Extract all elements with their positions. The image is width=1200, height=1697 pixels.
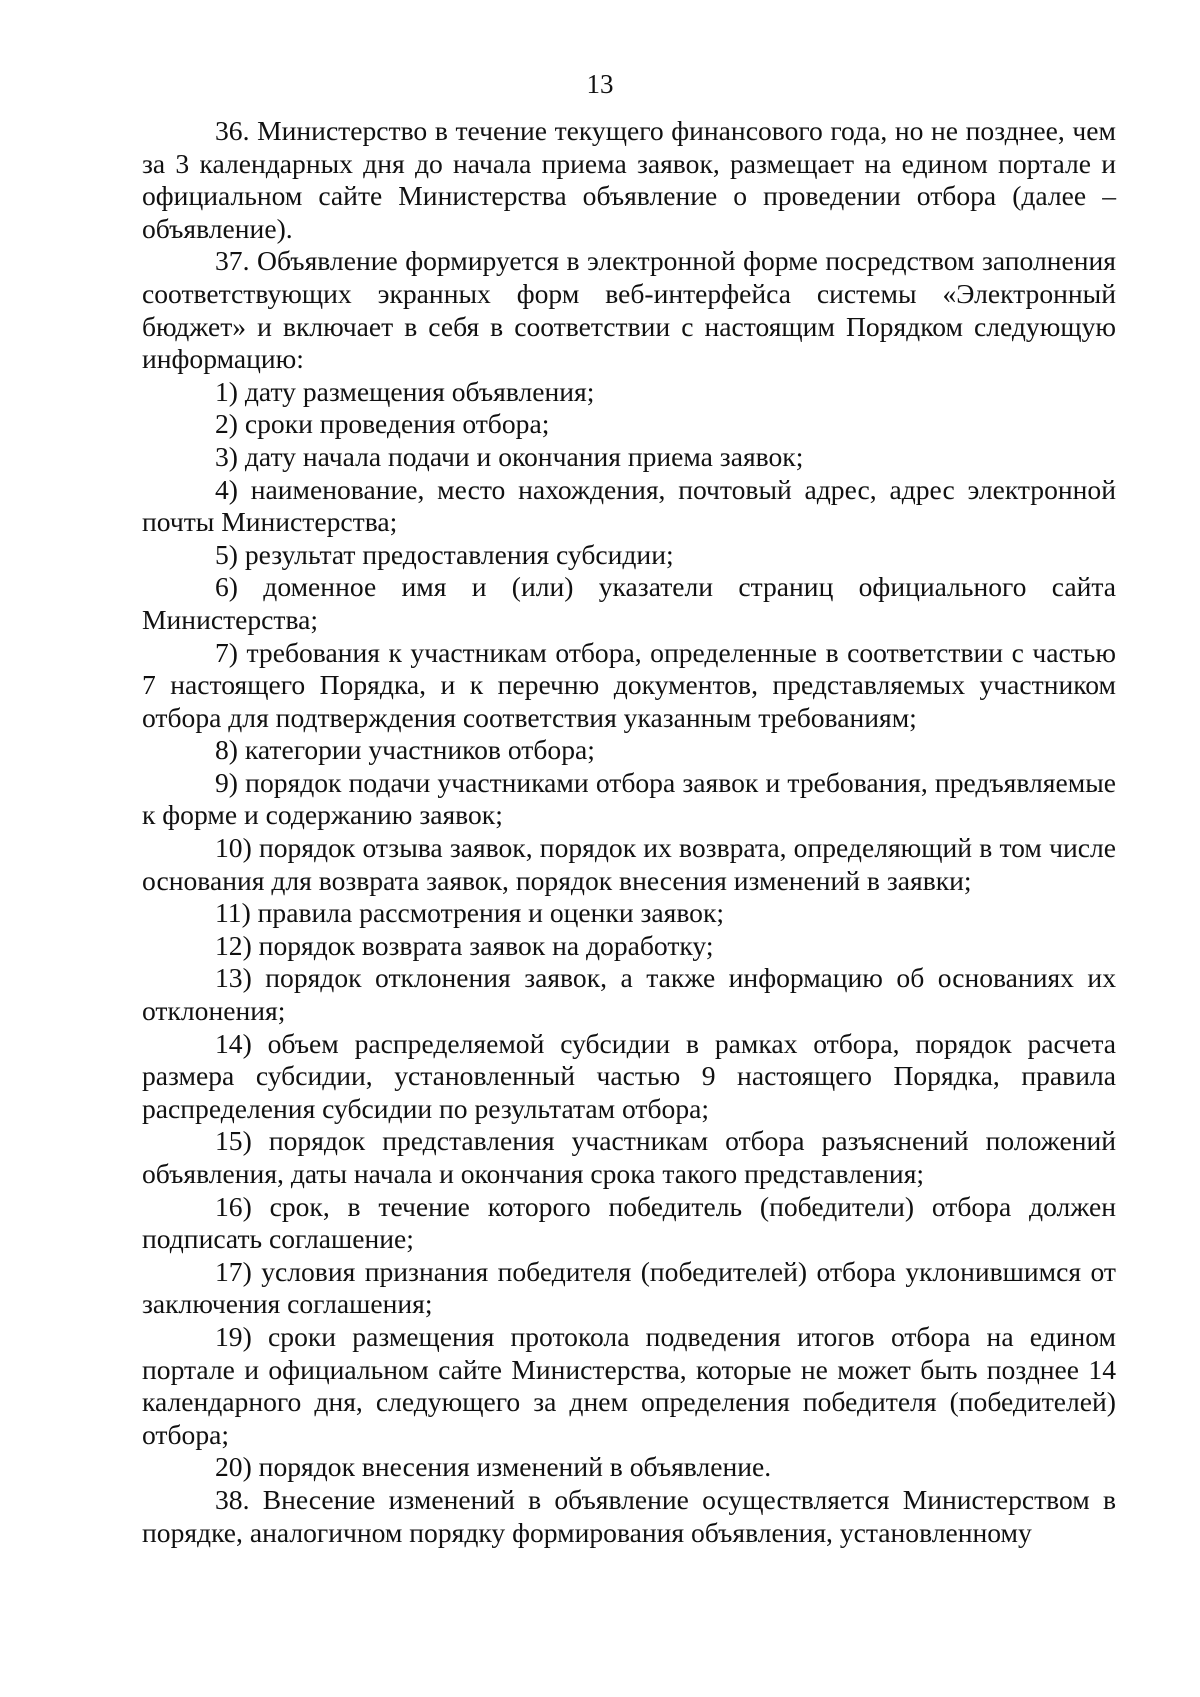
list-item-11: 11) правила рассмотрения и оценки заявок;	[215, 897, 725, 929]
document-body	[142, 115, 1116, 1549]
list-item-3: 3) дату начала подачи и окончания приема заявок;	[215, 440, 804, 472]
list-item-12: 12) порядок возврата заявок на доработку;	[215, 929, 714, 961]
list-item-16: 16) срок, в течение которого победитель (победители) отбора должен подписать соглашение;	[142, 1190, 1116, 1255]
list-item-20: 20) порядок внесения изменений в объявление.	[215, 1451, 772, 1483]
page-number: 13	[586, 69, 614, 99]
list-item-7: 7) требования к участникам отбора, определенные в соответствии с частью 7 настоящего Порядка, и к перечню документов, представляемых участником отбора для подтверждения соответствия указанным требованиям;	[142, 636, 1116, 733]
list-item-1: 1) дату размещения объявления;	[215, 375, 595, 407]
list-item-8: 8) категории участников отбора;	[215, 734, 595, 766]
list-item-14: 14) объем распределяемой субсидии в рамках отбора, порядок расчета размера субсидии, установленный частью 9 настоящего Порядка, правила распределения субсидии по результатам отбора;	[142, 1027, 1116, 1124]
list-item-2: 2) сроки проведения отбора;	[215, 408, 550, 440]
list-item-4: 4) наименование, место нахождения, почтовый адрес, адрес электронной почты Министерства;	[142, 473, 1116, 538]
list-item-9: 9) порядок подачи участниками отбора заявок и требования, предъявляемые к форме и содержанию заявок;	[142, 766, 1116, 831]
list-item-19: 19) сроки размещения протокола подведения итогов отбора на едином портале и официальном сайте Министерства, которые не может быть позднее 14 календарного дня, следующего за днем определения победителя (победителей) отбора;	[142, 1320, 1116, 1450]
list-item-15: 15) порядок представления участникам отбора разъяснений положений объявления, даты начала и окончания срока такого представления;	[142, 1125, 1116, 1189]
paragraph-36: 36. Министерство в течение текущего финансового года, но не позднее, чем за 3 календарных дня до начала приема заявок, размещает на едином портале и официальном сайте Министерства объявление о проведении отбора (далее – объявление).	[142, 115, 1116, 244]
list-item-17: 17) условия признания победителя (победителей) отбора уклонившимся от заключения соглашения;	[142, 1255, 1116, 1320]
list-item-6: 6) доменное имя и (или) указатели страниц официального сайта Министерства;	[142, 571, 1116, 635]
paragraph-38: 38. Внесение изменений в объявление осуществляется Министерством в порядке, аналогичном порядку формирования объявления, установленному	[142, 1483, 1116, 1548]
list-item-13: 13) порядок отклонения заявок, а также информацию об основаниях их отклонения;	[142, 962, 1116, 1027]
list-item-5: 5) результат предоставления субсидии;	[215, 538, 674, 570]
paragraph-37: 37. Объявление формируется в электронной форме посредством заполнения соответствующих экранных форм веб-интерфейса системы «Электронный бюджет» и включает в себя в соответствии с настоящим Порядком следующую информацию:	[142, 245, 1116, 375]
list-item-10: 10) порядок отзыва заявок, порядок их возврата, определяющий в том числе основания для возврата заявок, порядок внесения изменений в заявки;	[142, 832, 1116, 896]
